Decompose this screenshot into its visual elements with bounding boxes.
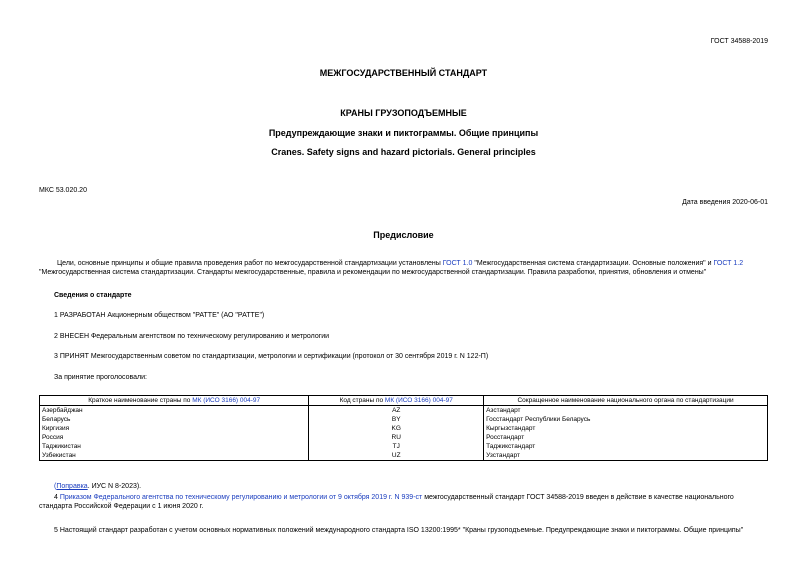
gost-1-2-link[interactable]: ГОСТ 1.2	[713, 260, 744, 267]
code-cell: RU	[309, 433, 484, 442]
gost-1-0-link[interactable]: ГОСТ 1.0	[442, 260, 473, 267]
table-row	[40, 415, 768, 424]
doc-code: ГОСТ 34588-2019	[710, 38, 768, 45]
about-title: Сведения о стандарте	[54, 292, 132, 299]
foreword-text-a: Цели, основные принципы и общие правила проведения работ по межгосударственной стандартизации установлены	[57, 260, 443, 267]
org-cell: Госстандарт Республики Беларусь	[484, 415, 768, 424]
foreword-paragraph	[39, 259, 771, 277]
item-4	[39, 493, 771, 511]
intro-date: Дата введения 2020-06-01	[682, 199, 768, 206]
foreword-title: Предисловие	[373, 230, 434, 240]
header-code: Код страны по МК (ИСО 3166) 004-97	[309, 396, 484, 406]
member-states-table	[39, 395, 768, 461]
doc-title: КРАНЫ ГРУЗОПОДЪЕМНЫЕ	[340, 108, 467, 118]
mk-iso-link[interactable]: МК (ИСО 3166) 004-97	[192, 397, 261, 404]
header-country: Краткое наименование страны по МК (ИСО 3166) 004-97	[40, 396, 309, 406]
voted-label: За принятие проголосовали:	[54, 374, 147, 381]
foreword-text-c: "Межгосударственная система стандартизации. Стандарты межгосударственные, правила и рекомендации по межгосударственной стандартизации. Правила разработки, принятия, обновления и отмены"	[39, 269, 707, 276]
code-cell: BY	[309, 415, 484, 424]
table-header-row	[40, 396, 768, 406]
item-2: 2 ВНЕСЕН Федеральным агентством по техническому регулированию и метрологии	[54, 333, 330, 340]
org-cell: Узстандарт	[484, 451, 768, 461]
subtitle-ru: Предупреждающие знаки и пиктограммы. Общие принципы	[268, 128, 539, 138]
item-3: 3 ПРИНЯТ Межгосударственным советом по стандартизации, метрологии и сертификации (протокол от 30 сентября 2019 г. N 122-П)	[54, 353, 489, 360]
org-cell: Кыргызстандарт	[484, 424, 768, 433]
table-row	[40, 451, 768, 461]
item-1: 1 РАЗРАБОТАН Акционерным обществом "РАТТЕ" (АО "РАТТЕ")	[54, 312, 265, 319]
code-cell: KG	[309, 424, 484, 433]
org-cell: Таджикстандарт	[484, 442, 768, 451]
country-cell: Киргизия	[40, 424, 309, 433]
item-4-line2: стандарта Российской Федерации с 1 июня 2020 г.	[39, 503, 204, 510]
country-cell: Азербайджан	[40, 406, 309, 416]
country-cell: Узбекистан	[40, 451, 309, 461]
amendment-note	[54, 482, 141, 491]
header-org: Сокращенное наименование национального органа по стандартизации	[484, 396, 768, 406]
table-row	[40, 424, 768, 433]
amendment-rest: . ИУС N 8-2023).	[87, 483, 142, 490]
item-4-num: 4	[54, 494, 60, 501]
item-5: 5 Настоящий стандарт разработан с учетом основных нормативных положений международного стандарта ISO 13200:1995* "Краны грузоподъемные. Предупреждающие знаки и пиктограммы. Общие принципы"	[54, 527, 744, 534]
code-cell: UZ	[309, 451, 484, 461]
amendment-paren: (	[54, 483, 57, 490]
item-4-text: межгосударственный стандарт ГОСТ 34588-2019 введен в действие в качестве национального	[422, 494, 734, 501]
org-cell: Азстандарт	[484, 406, 768, 416]
table-row	[40, 406, 768, 416]
mk-iso-link[interactable]: МК (ИСО 3166) 004-97	[384, 397, 453, 404]
order-link[interactable]: Приказом Федерального агентства по техническому регулированию и метрологии от 9 октября 2019 г. N 939-ст	[59, 494, 423, 501]
country-cell: Таджикистан	[40, 442, 309, 451]
code-cell: TJ	[309, 442, 484, 451]
country-cell: Беларусь	[40, 415, 309, 424]
amendment-link[interactable]: Поправка	[56, 483, 88, 490]
table-row	[40, 433, 768, 442]
subtitle-en: Cranes. Safety signs and hazard pictorials. General principles	[271, 147, 536, 157]
country-cell: Россия	[40, 433, 309, 442]
code-cell: AZ	[309, 406, 484, 416]
standard-type: МЕЖГОСУДАРСТВЕННЫЙ СТАНДАРТ	[319, 68, 488, 78]
foreword-text-b: "Межгосударственная система стандартизации. Основные положения" и	[472, 260, 714, 267]
mks-code: МКС 53.020.20	[39, 187, 87, 194]
org-cell: Росстандарт	[484, 433, 768, 442]
table-row	[40, 442, 768, 451]
